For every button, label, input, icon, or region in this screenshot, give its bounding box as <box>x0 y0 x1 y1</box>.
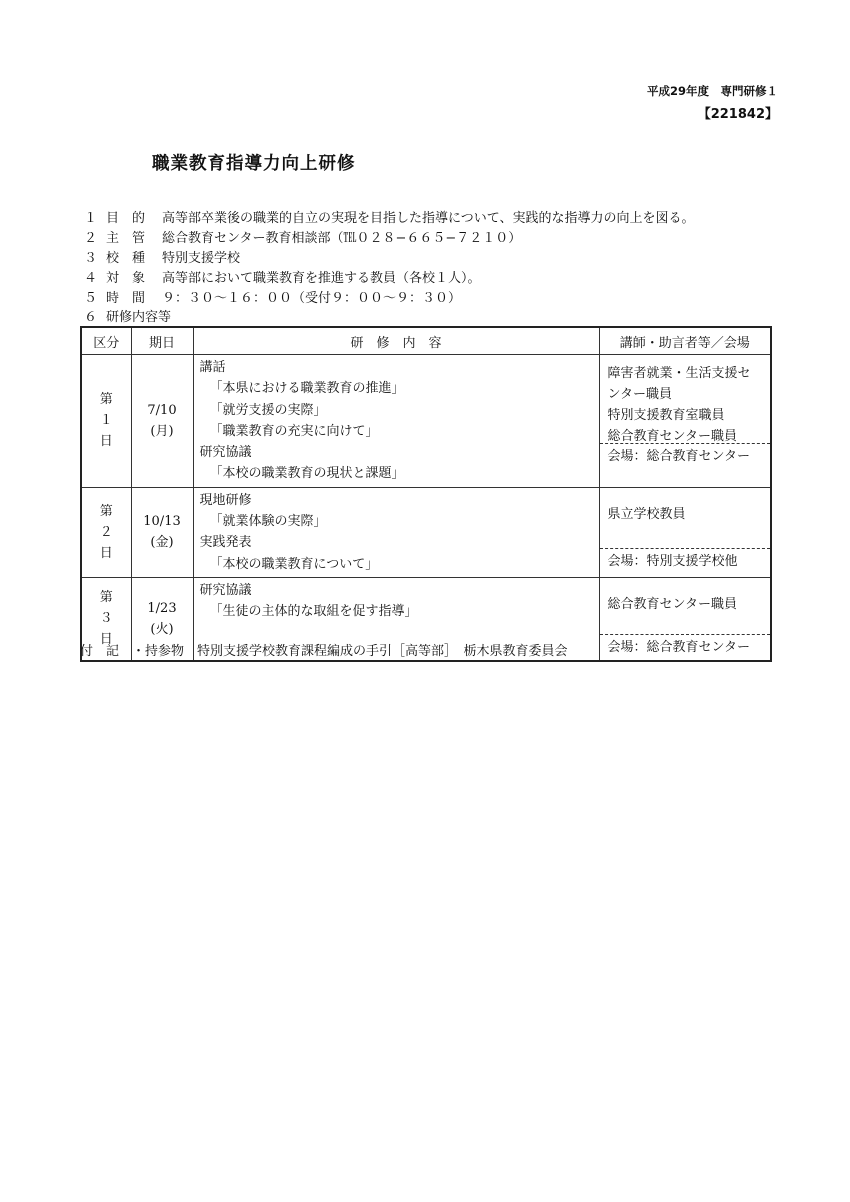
lecturer-line: 総合教育センター職員 <box>607 596 737 612</box>
item-school-type <box>84 247 240 266</box>
item-time <box>84 287 461 306</box>
lecturer-list <box>600 578 771 634</box>
table-header-row <box>81 327 771 355</box>
day-char: 日 <box>99 632 113 648</box>
venue: 会場：総合教育センター <box>600 443 771 469</box>
day-char: 第 <box>99 590 113 606</box>
content-line: 「職業教育の充実に向けて」 <box>209 423 379 439</box>
weekday-value: (月) <box>150 423 174 439</box>
content-line: 実践発表 <box>199 535 252 551</box>
lecturer-list <box>600 488 771 548</box>
session-content <box>193 355 599 488</box>
item-label: 研修内容等 <box>106 310 172 325</box>
venue: 会場：総合教育センター <box>600 634 771 660</box>
session-date <box>131 487 193 577</box>
weekday-value: (火) <box>150 621 174 637</box>
item-text: 総合教育センター教育相談部（℡０２８−６６５−７２１０） <box>162 231 522 246</box>
day-char: 第 <box>99 392 113 408</box>
page-title: 職業教育指導力向上研修 <box>152 154 356 174</box>
content-line: 研究協議 <box>199 582 252 598</box>
supplementary-note: 付 記 ・持参物 特別支援学校教育課程編成の手引［高等部］ 栃木県教育委員会 <box>80 644 568 659</box>
header-date: 期日 <box>131 327 193 355</box>
item-number: ３ <box>84 251 98 266</box>
training-schedule-table <box>80 326 772 662</box>
day-char: 日 <box>99 434 113 450</box>
item-text: ９：３０〜１６：００（受付９：００〜９：３０） <box>162 291 462 306</box>
weekday-value: (金) <box>150 535 174 551</box>
date-value: 7/10 <box>147 402 177 418</box>
content-line: 「就業体験の実際」 <box>209 514 327 530</box>
item-contents <box>84 306 171 325</box>
session-date <box>131 355 193 488</box>
item-label: 対 象 <box>106 271 146 286</box>
item-text: 特別支援学校 <box>162 251 241 266</box>
lecturer-line: 県立学校教員 <box>607 506 686 522</box>
content-line: 「就労支援の実際」 <box>209 402 327 418</box>
lecturer-line: 総合教育センター職員 <box>607 429 737 444</box>
content-line: 現地研修 <box>199 492 252 508</box>
day-char: １ <box>99 413 113 429</box>
item-number: ４ <box>84 271 98 286</box>
date-value: 1/23 <box>147 600 177 616</box>
day-char: 第 <box>99 503 113 519</box>
content-line: 「生徒の主体的な取組を促す指導」 <box>209 604 418 620</box>
lecturer-line: 障害者就業・生活支援セ <box>607 366 751 381</box>
item-label: 目 的 <box>106 211 146 226</box>
day-label <box>81 487 131 577</box>
course-code: 【221842】 <box>697 107 778 122</box>
day-char: 日 <box>99 545 113 561</box>
lecturer-venue-cell <box>599 577 771 661</box>
content-line: 研究協議 <box>199 445 252 461</box>
table-row-day2 <box>81 487 771 577</box>
session-content <box>193 487 599 577</box>
day-label <box>81 355 131 488</box>
table-row-day1 <box>81 355 771 488</box>
content-line: 「本校の職業教育について」 <box>209 556 379 572</box>
lecturer-venue-cell <box>599 355 771 488</box>
item-organizer <box>84 227 521 246</box>
day-char: ３ <box>99 611 113 627</box>
lecturer-venue-cell <box>599 487 771 577</box>
item-number: ５ <box>84 291 98 306</box>
header-lecturer-venue: 講師・助言者等／会場 <box>599 327 771 355</box>
item-purpose <box>84 207 694 226</box>
header-category: 区分 <box>81 327 131 355</box>
venue: 会場：特別支援学校他 <box>600 548 771 574</box>
lecturer-line: 特別支援教育室職員 <box>607 408 725 423</box>
item-label: 主 管 <box>106 231 146 246</box>
item-target <box>84 267 481 286</box>
content-line: 「本県における職業教育の推進」 <box>209 381 405 397</box>
item-number: １ <box>84 211 98 226</box>
day-char: ２ <box>99 524 113 540</box>
content-line: 講話 <box>199 360 226 375</box>
item-number: ２ <box>84 231 98 246</box>
lecturer-line: ンター職員 <box>607 387 672 402</box>
item-number: ６ <box>84 310 98 325</box>
fiscal-year-label: 平成29年度 専門研修１ <box>646 84 778 98</box>
item-label: 校 種 <box>106 251 146 266</box>
header-content: 研 修 内 容 <box>193 327 599 355</box>
item-label: 時 間 <box>106 291 146 306</box>
item-text: 高等部卒業後の職業的自立の実現を目指した指導について、実践的な指導力の向上を図る。 <box>162 211 695 226</box>
date-value: 10/13 <box>143 514 181 530</box>
item-text: 高等部において職業教育を推進する教員（各校１人）。 <box>162 271 481 286</box>
content-line: 「本校の職業教育の現状と課題」 <box>209 466 405 482</box>
lecturer-list <box>600 355 771 443</box>
